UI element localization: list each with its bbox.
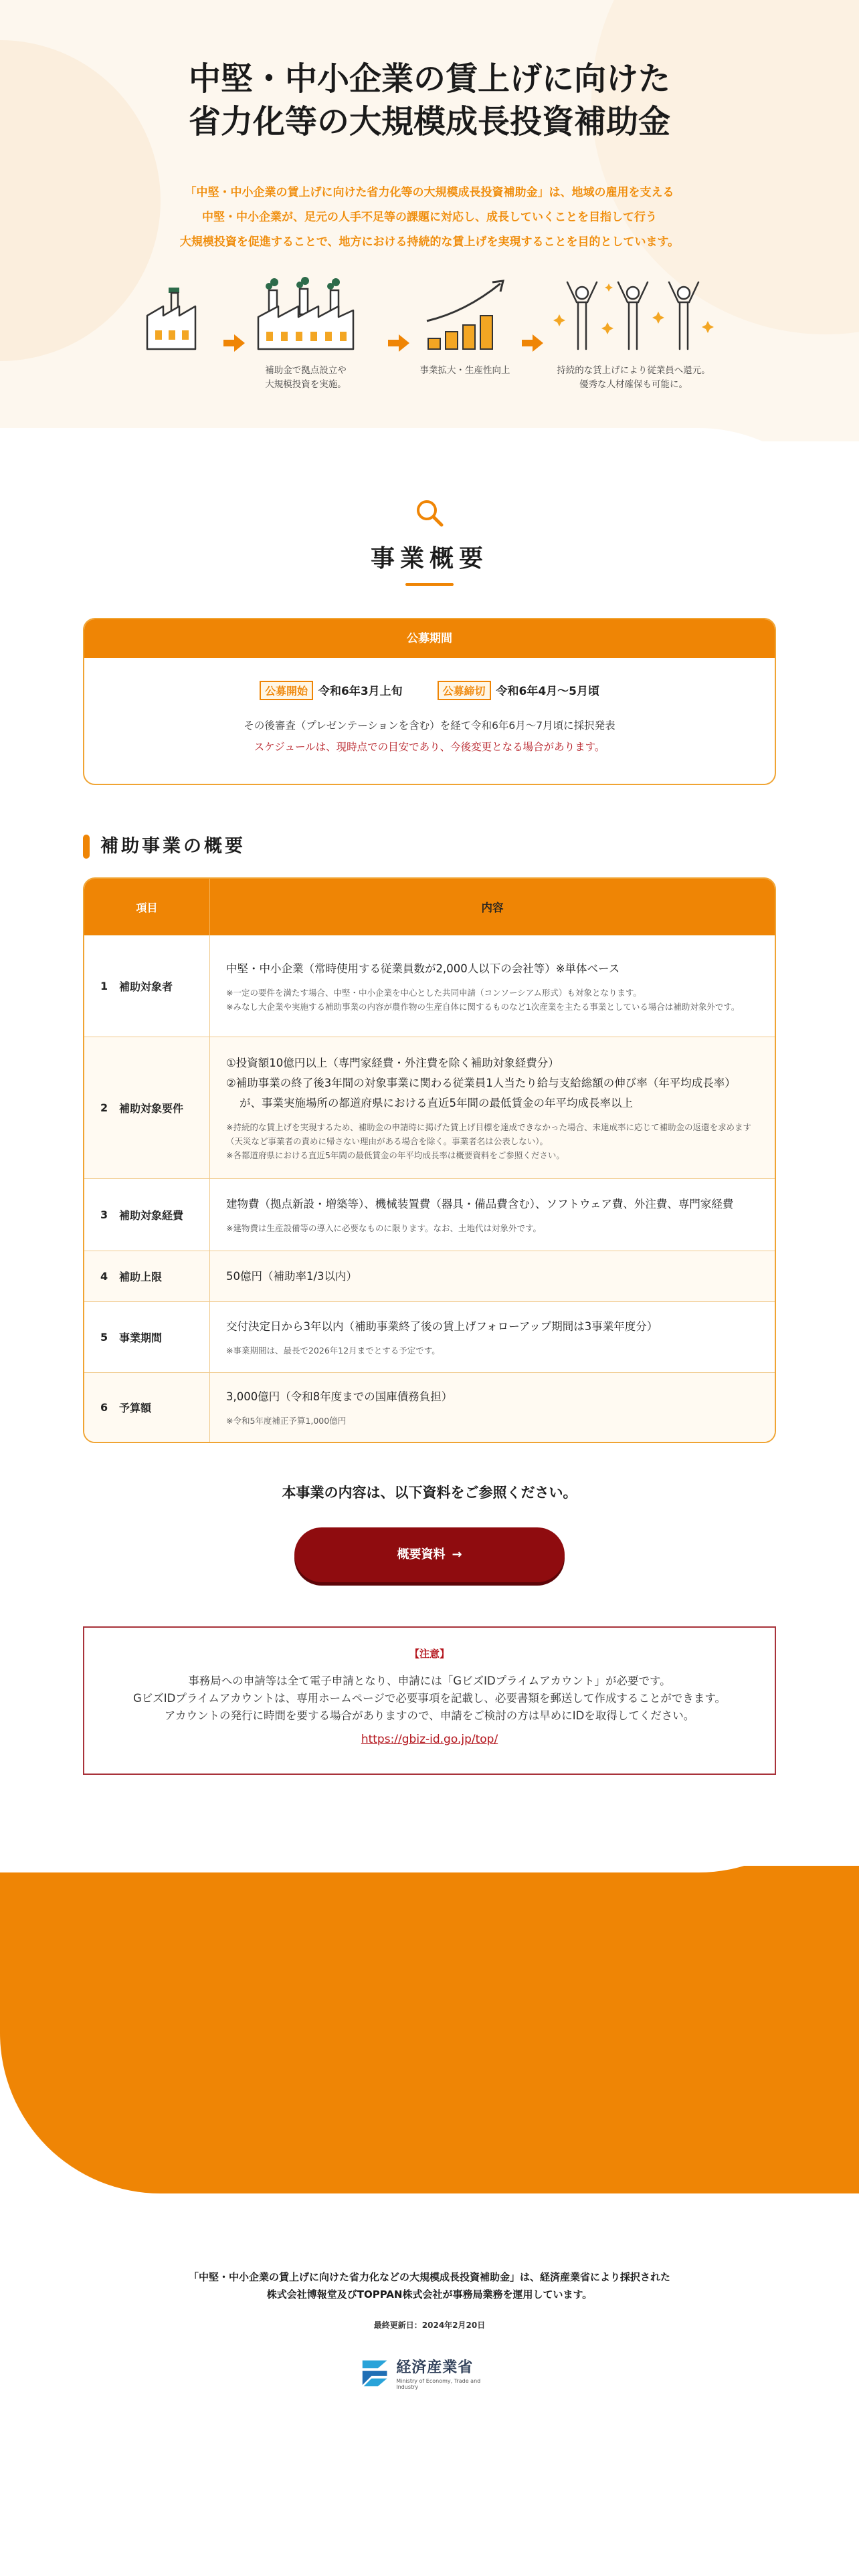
row-main-text: が、事業実施場所の都道府県における直近5年間の最低賃金の年平均成長率以上 (240, 1097, 633, 1109)
table-row (84, 1372, 775, 1442)
lead-line: 「中堅・中小企業の賃上げに向けた省力化等の大規模成長投資補助金」は、地域の雇用を支える (185, 186, 674, 199)
section-title: 事業概要 (370, 545, 488, 572)
notice-line: GビズIDプライムアカウントは、専用ホームページで必要事項を記載し、必要書類を郵送して作成することができます。 (132, 1692, 727, 1705)
table-row (84, 1178, 775, 1251)
lead-line: 大規模投資を促進することで、地方における持続的な賃上げを実現することを目的としています。 (179, 235, 680, 249)
period-warning: スケジュールは、現時点での目安であり、今後変更となる場合があります。 (254, 741, 605, 753)
column-header-item: 項目 (84, 879, 210, 935)
page-title (0, 58, 859, 143)
table-row (84, 1251, 775, 1301)
notice-line: 事務局への申請等は全て電子申請となり、申請には「GビズIDプライムアカウント」が必要です。 (188, 1675, 671, 1687)
footer-description (0, 2268, 859, 2303)
summary-table (83, 877, 776, 1443)
row-number: 5 (100, 1331, 108, 1344)
page-title-line: 中堅・中小企業の賃上げに向けた (188, 60, 670, 98)
notice-title: 【注意】 (409, 1648, 450, 1660)
summary-title: 補助事業の概要 (83, 833, 246, 860)
footer-desc-line: 株式会社博報堂及びTOPPAN株式会社が事務局業務を運用しています。 (266, 2288, 593, 2300)
row-number: 1 (100, 980, 108, 992)
end-tag: 公募締切 (438, 681, 491, 700)
last-updated: 最終更新日：2024年2月20日 (373, 2321, 486, 2330)
row-note: ※一定の要件を満たす場合、中堅・中小企業を中心とした共同申請（コンソーシアム形式）も対象となります。 (226, 987, 642, 998)
end-value: 令和6年4月～5月頃 (496, 685, 600, 698)
flow-step-3 (415, 274, 515, 378)
overview-header (0, 498, 859, 586)
flow-caption: 持続的な賃上げにより従業員へ還元。 優秀な人材確保も可能に。 (557, 365, 710, 390)
logo-text: 経済産業省 (396, 2359, 474, 2376)
row-main-text: ①投資額10億円以上（専門家経費・外注費を除く補助対象経費分） (226, 1057, 559, 1069)
row-label: 予算額 (119, 1402, 152, 1414)
row-number: 3 (100, 1208, 108, 1221)
row-main-text: 交付決定日から3年以内（補助事業終了後の賃上げフォローアップ期間は3事業年度分） (226, 1320, 658, 1333)
arrow-right-icon (222, 333, 246, 353)
row-note: ※事業期間は、最長で2026年12月までとする予定です。 (226, 1346, 440, 1356)
row-number: 4 (100, 1270, 108, 1283)
logo-subtext: Ministry of Economy, Trade and Industry (396, 2377, 481, 2390)
row-number: 6 (100, 1401, 108, 1414)
notice-body (84, 1673, 775, 1725)
start-value: 令和6年3月上旬 (318, 685, 403, 698)
lead-line: 中堅・中小企業が、足元の人手不足等の課題に対応し、成長していくことを目指して行う (202, 211, 657, 224)
arrow-right-icon: → (452, 1547, 462, 1562)
orange-background-band (0, 1866, 859, 2193)
factory-icon (143, 274, 207, 354)
row-main-text: 50億円（補助率1/3以内） (226, 1269, 358, 1283)
column-header-content: 内容 (481, 901, 504, 914)
flow-caption: 補助金で拠点設立や 大規模投資を実施。 (265, 365, 347, 390)
arrow-right-icon (520, 333, 545, 353)
row-note: ※建物費は生産設備等の導入に必要なものに限ります。なお、土地代は対象外です。 (226, 1223, 541, 1233)
flow-step-1 (143, 274, 207, 364)
period-header: 公募期間 (84, 619, 775, 658)
table-header-row (84, 879, 775, 935)
button-label: 概要資料 (397, 1547, 446, 1562)
period-dates (84, 681, 775, 700)
process-flow (134, 274, 725, 408)
row-note: ※各都道府県における直近5年間の最低賃金の年平均成長率は概要資料をご参照ください。 (226, 1150, 565, 1160)
overview-document-button[interactable] (294, 1527, 565, 1582)
row-label: 補助上限 (119, 1271, 163, 1283)
row-main-text: 3,000億円（令和8年度までの国庫債務負担） (226, 1390, 453, 1403)
page-title-line: 省力化等の大規模成長投資補助金 (188, 103, 670, 140)
table-row (84, 1037, 775, 1178)
row-label: 事業期間 (119, 1331, 163, 1344)
row-main-text: 中堅・中小企業（常時使用する従業員数が2,000人以下の会社等）※単体ベース (226, 962, 620, 975)
period-note: その後審査（プレゼンテーションを含む）を経て令和6年6月～7月頃に採択発表 (244, 720, 615, 732)
footer-desc-line: 「中堅・中小企業の賃上げに向けた省力化などの大規模成長投資補助金」は、経済産業省により採択された (188, 2271, 670, 2283)
row-note: ※令和5年度補正予算1,000億円 (226, 1416, 347, 1426)
title-underline (405, 583, 454, 586)
flow-caption: 事業拡大・生産性向上 (419, 365, 510, 376)
table-row (84, 1301, 775, 1372)
refer-text: 本事業の内容は、以下資料をご参照ください。 (282, 1485, 577, 1501)
row-label: 補助対象者 (119, 980, 173, 993)
row-number: 2 (100, 1101, 108, 1114)
table-row (84, 935, 775, 1037)
large-factory-icon (256, 274, 356, 354)
row-note: ※持続的な賃上げを実現するため、補助金の申請時に掲げた賃上げ目標を達成できなかった場合、未達成率に応じて補助金の返還を求めます（天災など事業者の責めに帰さない理由がある場合を除く。事業者名は公表しない）。 (226, 1122, 751, 1146)
flow-step-2 (256, 274, 356, 392)
meti-logo-icon (359, 2356, 391, 2389)
row-note: ※みなし大企業や実施する補助事業の内容が農作物の生産自体に関するものなど1次産業を主たる事業としている場合は補助対象外です。 (226, 1001, 740, 1012)
row-label: 補助対象要件 (119, 1102, 184, 1115)
search-icon (415, 498, 444, 528)
hero-lead (0, 181, 859, 255)
notice-line: アカウントの発行に時間を要する場合がありますので、申請をご検討の方は早めにIDを取得してください。 (164, 1709, 695, 1722)
row-label: 補助対象経費 (119, 1209, 184, 1222)
application-period-box (83, 618, 776, 785)
row-main-text: ②補助事業の終了後3年間の対象事業に関わる従業員1人当たり給与支給総額の伸び率（年平均成長率） (226, 1077, 736, 1089)
notice-box (83, 1626, 776, 1775)
row-main-text: 建物費（拠点新設・増築等）、機械装置費（器具・備品費含む）、ソフトウェア費、外注費、専門家経費 (226, 1198, 734, 1210)
hero-section (0, 0, 859, 441)
gbiz-id-link[interactable]: https://gbiz-id.go.jp/top/ (361, 1733, 498, 1746)
start-tag: 公募開始 (260, 681, 313, 700)
arrow-right-icon (387, 333, 411, 353)
growth-chart-icon (415, 274, 515, 354)
people-celebrating-icon (550, 274, 717, 354)
flow-step-4 (550, 274, 717, 392)
meti-logo[interactable] (359, 2354, 500, 2391)
